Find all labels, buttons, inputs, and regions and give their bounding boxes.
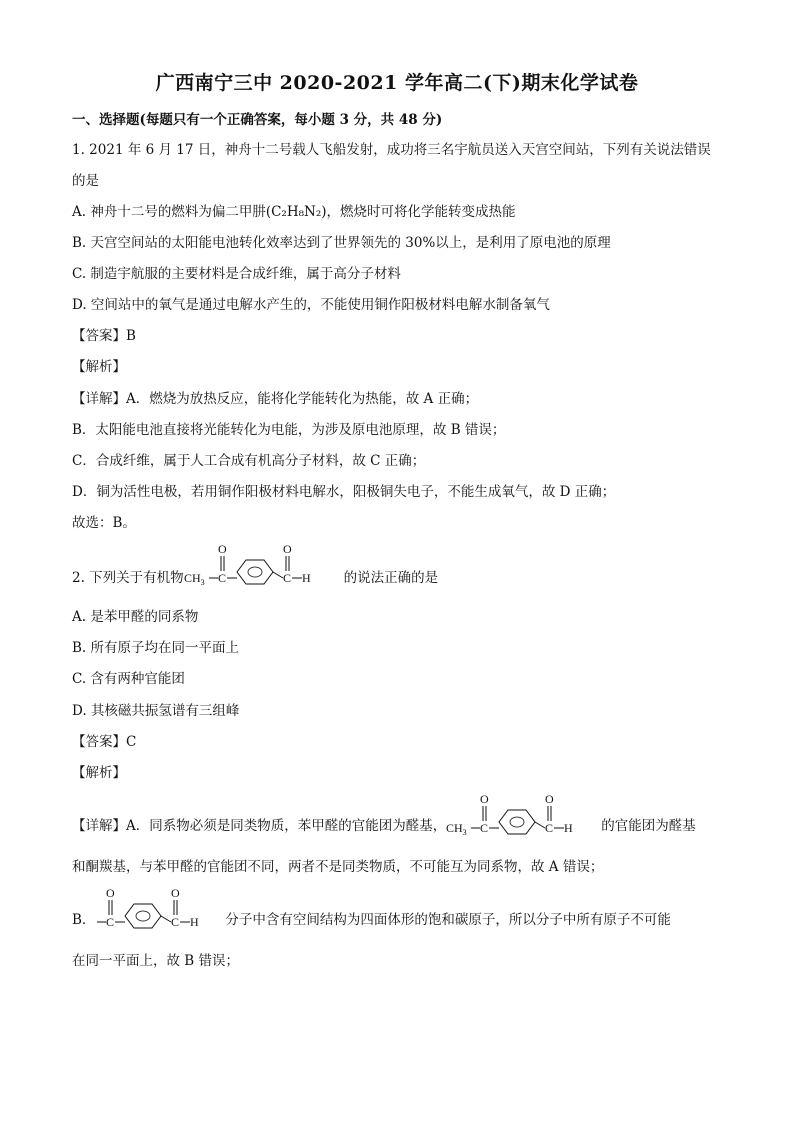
- svg-text:O: O: [171, 886, 181, 900]
- page-title: 广西南宁三中 2020-2021 学年高二(下)期末化学试卷: [155, 72, 639, 94]
- q1-stem-line1: 1. 2021 年 6 月 17 日，神舟十二号载人飞船发射，成功将三名宇航员送入天宫空间站，下列有关说法错误: [72, 142, 711, 158]
- svg-text:O: O: [480, 792, 489, 806]
- q2-explain-b-line2: 在同一平面上，故 B 错误；: [72, 953, 240, 969]
- mol-h: H: [301, 571, 311, 585]
- q1-stem-line2: 的是: [72, 173, 99, 189]
- svg-text:CH3: $CH_3$: [446, 821, 467, 836]
- q1-explain-b: B．太阳能电池直接将光能转化为电能，为涉及原电池原理，故 B 错误；: [72, 422, 506, 438]
- q1-option-c: C. 制造宇航服的主要材料是合成纤维，属于高分子材料: [72, 266, 401, 282]
- q2-explain-b-prefix: B．: [72, 912, 96, 928]
- svg-text:C: C: [480, 821, 489, 835]
- q2-detail: [72, 792, 696, 836]
- acetyl-benzaldehyde-structure-2: [446, 792, 601, 836]
- q1-answer: 【答案】B: [72, 328, 136, 344]
- svg-text:C: C: [106, 915, 115, 929]
- svg-text:H: H: [190, 915, 200, 929]
- mol-o2: O: [282, 542, 292, 556]
- molecule-structure-inline-b: [95, 886, 225, 930]
- q1-detail: 【详解】A．燃烧为放热反应，能将化学能转化为热能，故 A 正确；: [72, 391, 479, 407]
- svg-text:O: O: [106, 886, 116, 900]
- svg-text:H: H: [564, 821, 573, 835]
- q2-option-d: D. 其核磁共振氢谱有三组峰: [72, 703, 240, 719]
- svg-text:C: C: [171, 915, 180, 929]
- svg-text:O: O: [545, 792, 554, 806]
- q2-explain-b-suffix: 分子中含有空间结构为四面体形的饱和碳原子，所以分子中所有原子不可能: [225, 912, 671, 928]
- q2-stem-suffix: 的说法正确的是: [343, 570, 439, 586]
- q1-option-d: D. 空间站中的氧气是通过电解水产生的，不能使用铜作阳极材料电解水制备氧气: [72, 297, 550, 313]
- q2-explain-b: [72, 886, 671, 930]
- q2-option-c: C. 含有两种官能团: [72, 671, 185, 687]
- acetyl-benzaldehyde-structure: [184, 540, 344, 588]
- mol-o1: O: [217, 542, 227, 556]
- q2-answer: 【答案】C: [72, 734, 137, 750]
- q2-detail-suffix: 的官能团为醛基: [601, 818, 696, 834]
- mol-c2: C: [282, 571, 291, 585]
- svg-text:C: C: [545, 821, 554, 835]
- q1-option-b: B. 天宫空间站的太阳能电池转化效率达到了世界领先的 30%以上，是利用了原电池的原理: [72, 235, 611, 251]
- q1-analysis-label: 【解析】: [72, 359, 126, 375]
- q1-conclusion: 故选：B。: [72, 515, 136, 531]
- q1-explain-d: D．铜为活性电极，若用铜作阳极材料电解水，阳极铜失电子，不能生成氧气，故 D 正确；: [72, 484, 616, 500]
- section-heading: 一、选择题(每题只有一个正确答案，每小题 3 分，共 48 分): [72, 112, 443, 128]
- q2-option-b: B. 所有原子均在同一平面上: [72, 640, 240, 656]
- acetyl-benzaldehyde-structure-3: [95, 886, 225, 930]
- molecule-structure-inline: [446, 792, 601, 836]
- q2-option-a: A. 是苯甲醛的同系物: [72, 609, 199, 625]
- q2-stem: [72, 540, 438, 588]
- mol-c1: C: [217, 571, 226, 585]
- q2-analysis-label: 【解析】: [72, 765, 126, 781]
- molecule-structure: [184, 540, 344, 588]
- q2-detail-line2: 和酮羰基，与苯甲醛的官能团不同，两者不是同类物质，不可能互为同系物，故 A 错误；: [72, 859, 604, 875]
- q1-option-a: A. 神舟十二号的燃料为偏二甲肼(C₂H₈N₂)，燃烧时可将化学能转变成热能: [72, 204, 516, 220]
- q2-stem-prefix: 2. 下列关于有机物: [72, 570, 184, 586]
- mol-ch3: $CH_3$: [183, 571, 205, 587]
- q1-explain-c: C．合成纤维，属于人工合成有机高分子材料，故 C 正确；: [72, 453, 426, 469]
- q2-detail-prefix: 【详解】A．同系物必须是同类物质，苯甲醛的官能团为醛基，: [72, 818, 447, 834]
